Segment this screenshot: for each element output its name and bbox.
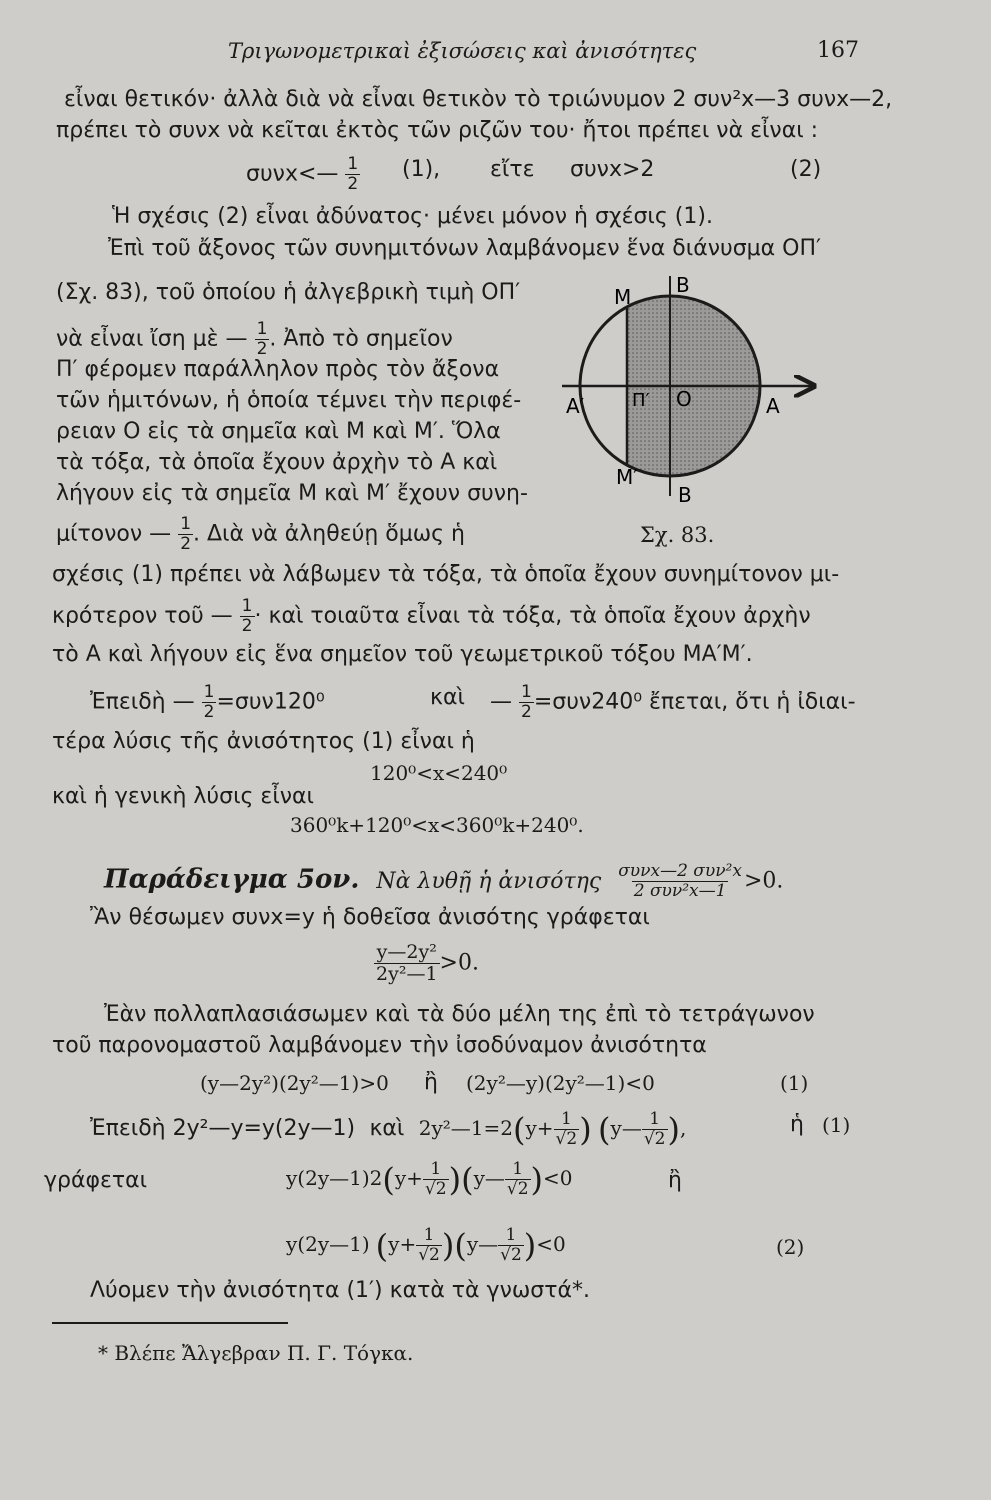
figure-caption: Σχ. 83. (640, 523, 715, 547)
frac-den: √2 (418, 1245, 440, 1265)
line-29-label: γράφεται (44, 1168, 148, 1193)
paren-close: ) (667, 1110, 680, 1149)
line-17-and: καὶ (430, 685, 465, 710)
line-24-tail: >0. (439, 950, 479, 976)
example-text: Νὰ λυθῇ ἡ ἀνισότης (376, 868, 602, 894)
line-23: Ἂν θέσωμεν συνx=y ἡ δοθεῖσα ἀνισότης γράφεται (90, 905, 650, 930)
line-28-e: y— (610, 1116, 642, 1140)
frac-num: 1 (256, 319, 268, 339)
frac-num: 1 (649, 1109, 661, 1129)
paren-close: ) (530, 1160, 544, 1199)
label-M: M (614, 285, 632, 309)
line-29 (286, 1160, 573, 1199)
line-17-second (490, 683, 856, 722)
line-11: τὰ τόξα, τὰ ὁποῖα ἔχουν ἀρχὴν τὸ Α καὶ (56, 450, 498, 475)
paren-close: ) (523, 1226, 537, 1265)
label-B-prime: B (678, 483, 692, 507)
frac-den: 2 (347, 174, 359, 194)
running-header: Τριγωνομετρικαὶ ἐξισώσεις καὶ ἀνισότητες (228, 39, 697, 63)
line-20: καὶ ἡ γενικὴ λύσις εἶναι (52, 784, 315, 809)
line-4: Ἡ σχέσις (2) εἶναι ἀδύνατος· μένει μόνον ἡ σχέσις (1). (112, 204, 713, 229)
example-5 (104, 862, 783, 901)
line-16: τὸ Α καὶ λήγουν εἰς ἕνα σημεῖον τοῦ γεωμετρικοῦ τόξου ΜΑ′Μ′. (52, 642, 753, 667)
paren-close: ) (441, 1226, 455, 1265)
paren-open: ( (454, 1226, 467, 1265)
fraction-one-half (240, 597, 255, 636)
example-title: Παράδειγμα 5ον. (104, 864, 360, 895)
unit-circle-figure (552, 268, 822, 518)
paren-close: ) (448, 1160, 462, 1199)
paren-open: ( (598, 1110, 611, 1149)
frac-den: 2 (203, 702, 215, 722)
line-28 (90, 1110, 686, 1149)
line-30-d: <0 (536, 1232, 566, 1256)
frac-num: 1 (512, 1159, 524, 1179)
line-28-label: (1) (822, 1113, 851, 1137)
line-1: εἶναι θετικόν· ἀλλὰ διὰ νὰ εἶναι θετικὸν τὸ τριώνυμον 2 συν²x—3 συνx—2, (64, 87, 893, 112)
line-30-label: (2) (776, 1235, 805, 1259)
line-17-e: =συν240⁰ ἔπεται, ὅτι ἡ ἰδιαι- (533, 689, 856, 715)
line-18: τέρα λύσις τῆς ἀνισότητος (1) εἶναι ἡ (52, 729, 475, 754)
line-29-b: y(2y—1)2 (286, 1166, 383, 1190)
line-29-or: ἢ (668, 1168, 682, 1193)
line-24 (374, 942, 479, 985)
frac-den: 2 (180, 534, 192, 554)
label-M-prime: M′ (616, 465, 638, 489)
line-28-and: καὶ (369, 1116, 405, 1141)
frac-den: √2 (424, 1179, 447, 1199)
frac-den: 2 (241, 616, 253, 636)
frac-num: y—2y² (376, 941, 437, 963)
line-26: τοῦ παρονομαστοῦ λαμβάνομεν τὴν ἰσοδύναμον ἀνισότητα (52, 1033, 707, 1058)
line-7-a: νὰ εἶναι ἴση μὲ — (56, 326, 248, 352)
line-10: ρειαν Ο εἰς τὰ σημεῖα καὶ Μ καὶ Μ′. Ὅλα (56, 419, 501, 444)
fraction-one-sqrt2 (642, 1110, 668, 1149)
line-17-a: Ἐπειδὴ — (90, 689, 195, 715)
frac-num: 1 (430, 1159, 442, 1179)
frac-num: 1 (180, 514, 192, 534)
frac-num: 1 (505, 1225, 517, 1245)
fraction-one-sqrt2 (423, 1160, 449, 1199)
paren-open: ( (382, 1160, 395, 1199)
eq2-label: (2) (790, 157, 822, 182)
frac-num: 1 (203, 682, 215, 702)
fraction-one-sqrt2 (554, 1110, 580, 1149)
line-5: Ἐπὶ τοῦ ἄξονος τῶν συνημιτόνων λαμβάνομεν ἕνα διάνυσμα ΟΠ′ (108, 236, 822, 261)
line-28-comma: , (679, 1116, 687, 1140)
line-2: πρέπει τὸ συνx νὰ κεῖται ἐκτὸς τῶν ριζῶν του· ἤτοι πρέπει νὰ εἶναι : (56, 118, 819, 143)
general-solution: 360⁰k+120⁰<x<360⁰k+240⁰. (290, 813, 584, 837)
line-28-d: y+ (525, 1116, 554, 1140)
line-31: Λύομεν τὴν ἀνισότητα (1′) κατὰ τὰ γνωστά*. (90, 1278, 590, 1303)
example-num: συνx—2 συν²x (618, 861, 742, 881)
line-30-c: y— (466, 1232, 499, 1256)
fraction-one-sqrt2 (498, 1226, 524, 1265)
ineq-1-label: (1) (780, 1071, 809, 1095)
line-30-b: y+ (388, 1232, 417, 1256)
line-14: σχέσις (1) πρέπει νὰ λάβωμεν τὰ τόξα, τὰ ὁποῖα ἔχουν συνημίτονον μι- (52, 562, 840, 587)
line-28-h: ἡ (790, 1112, 804, 1137)
equation-1 (246, 155, 360, 194)
fraction-y (374, 942, 440, 985)
example-tail: >0. (743, 868, 784, 894)
footnote-rule (52, 1322, 288, 1324)
frac-den: √2 (643, 1129, 666, 1149)
frac-num: 1 (241, 596, 253, 616)
paren-close: ) (579, 1110, 592, 1149)
line-13 (56, 515, 465, 554)
frac-den: √2 (506, 1179, 529, 1199)
paren-open: ( (375, 1226, 389, 1265)
line-17-b: =συν120⁰ (216, 689, 325, 715)
frac-den: 2 (256, 339, 268, 359)
frac-num: 1 (347, 154, 359, 174)
line-13-a: μίτονον — (56, 521, 172, 547)
frac-den: √2 (500, 1245, 522, 1265)
line-28-a: Ἐπειδὴ 2y²—y=y(2y—1) (90, 1116, 356, 1141)
eq1-either: εἴτε (490, 157, 535, 182)
line-30 (286, 1226, 566, 1265)
frac-num: 1 (423, 1225, 435, 1245)
line-7 (56, 320, 453, 359)
label-P-prime: Π′ (632, 390, 650, 411)
eq1-lhs: συνx<— (246, 161, 339, 187)
fraction-one-half (178, 515, 193, 554)
label-B: B (676, 273, 690, 297)
fraction-one-half (345, 155, 360, 194)
frac-den: √2 (555, 1129, 578, 1149)
ineq-or: ἢ (424, 1070, 438, 1095)
line-29-e: <0 (543, 1166, 573, 1190)
line-28-c: 2y²—1=2 (418, 1116, 513, 1140)
label-A: A (766, 394, 780, 418)
page-number: 167 (817, 38, 859, 63)
line-17-d: — (490, 689, 512, 715)
line-8: Π′ φέρομεν παράλληλον πρὸς τὸν ἄξονα (56, 357, 500, 382)
paren-open: ( (461, 1160, 474, 1199)
line-29-d: y— (473, 1166, 505, 1190)
label-A-prime: A′ (566, 394, 585, 418)
frac-den: 2 (521, 702, 532, 722)
line-17 (90, 683, 325, 722)
fraction-one-half (255, 320, 270, 359)
frac-den: 2y²—1 (376, 963, 438, 985)
line-6: (Σχ. 83), τοῦ ὁποίου ἡ ἀλγεβρικὴ τιμὴ ΟΠ′ (56, 280, 521, 305)
fraction-one-half (202, 683, 217, 722)
label-O: O (676, 387, 692, 411)
line-15-a: κρότερον τοῦ — (52, 603, 233, 629)
frac-num: 1 (521, 682, 532, 702)
line-12: λήγουν εἰς τὰ σημεῖα Μ καὶ Μ′ ἔχουν συνη- (56, 481, 528, 506)
shaded-region (627, 288, 787, 488)
example-den: 2 συν²x—1 (633, 881, 727, 901)
line-7-b: . Ἀπὸ τὸ σημεῖον (269, 326, 453, 352)
line-9: τῶν ἡμιτόνων, ἡ ὁποία τέμνει τὴν περιφέ- (56, 388, 522, 413)
frac-num: 1 (560, 1109, 572, 1129)
paren-open: ( (513, 1110, 526, 1149)
eq2-expr: συνx>2 (570, 157, 655, 182)
eq1-label: (1), (402, 157, 441, 182)
line-15-b: · καὶ τοιαῦτα εἶναι τὰ τόξα, τὰ ὁποῖα ἔχουν ἀρχὴν (254, 603, 811, 629)
particular-solution: 120⁰<x<240⁰ (370, 761, 508, 785)
footnote: * Βλέπε Ἄλγεβραν Π. Γ. Τόγκα. (98, 1341, 414, 1365)
line-25: Ἐὰν πολλαπλασιάσωμεν καὶ τὰ δύο μέλη της ἐπὶ τὸ τετράγωνον (104, 1002, 815, 1027)
fraction-one-half (519, 683, 534, 722)
ineq-1b: (2y²—y)(2y²—1)<0 (466, 1071, 655, 1095)
line-13-b: . Διὰ νὰ ἀληθεύῃ ὅμως ἡ (193, 521, 465, 547)
fraction-one-sqrt2 (416, 1226, 442, 1265)
line-30-a: y(2y—1) (286, 1232, 370, 1256)
line-15 (52, 597, 811, 636)
fraction-one-sqrt2 (505, 1160, 531, 1199)
example-fraction (616, 862, 744, 901)
ineq-1a: (y—2y²)(2y²—1)>0 (200, 1071, 389, 1095)
line-29-c: y+ (394, 1166, 423, 1190)
